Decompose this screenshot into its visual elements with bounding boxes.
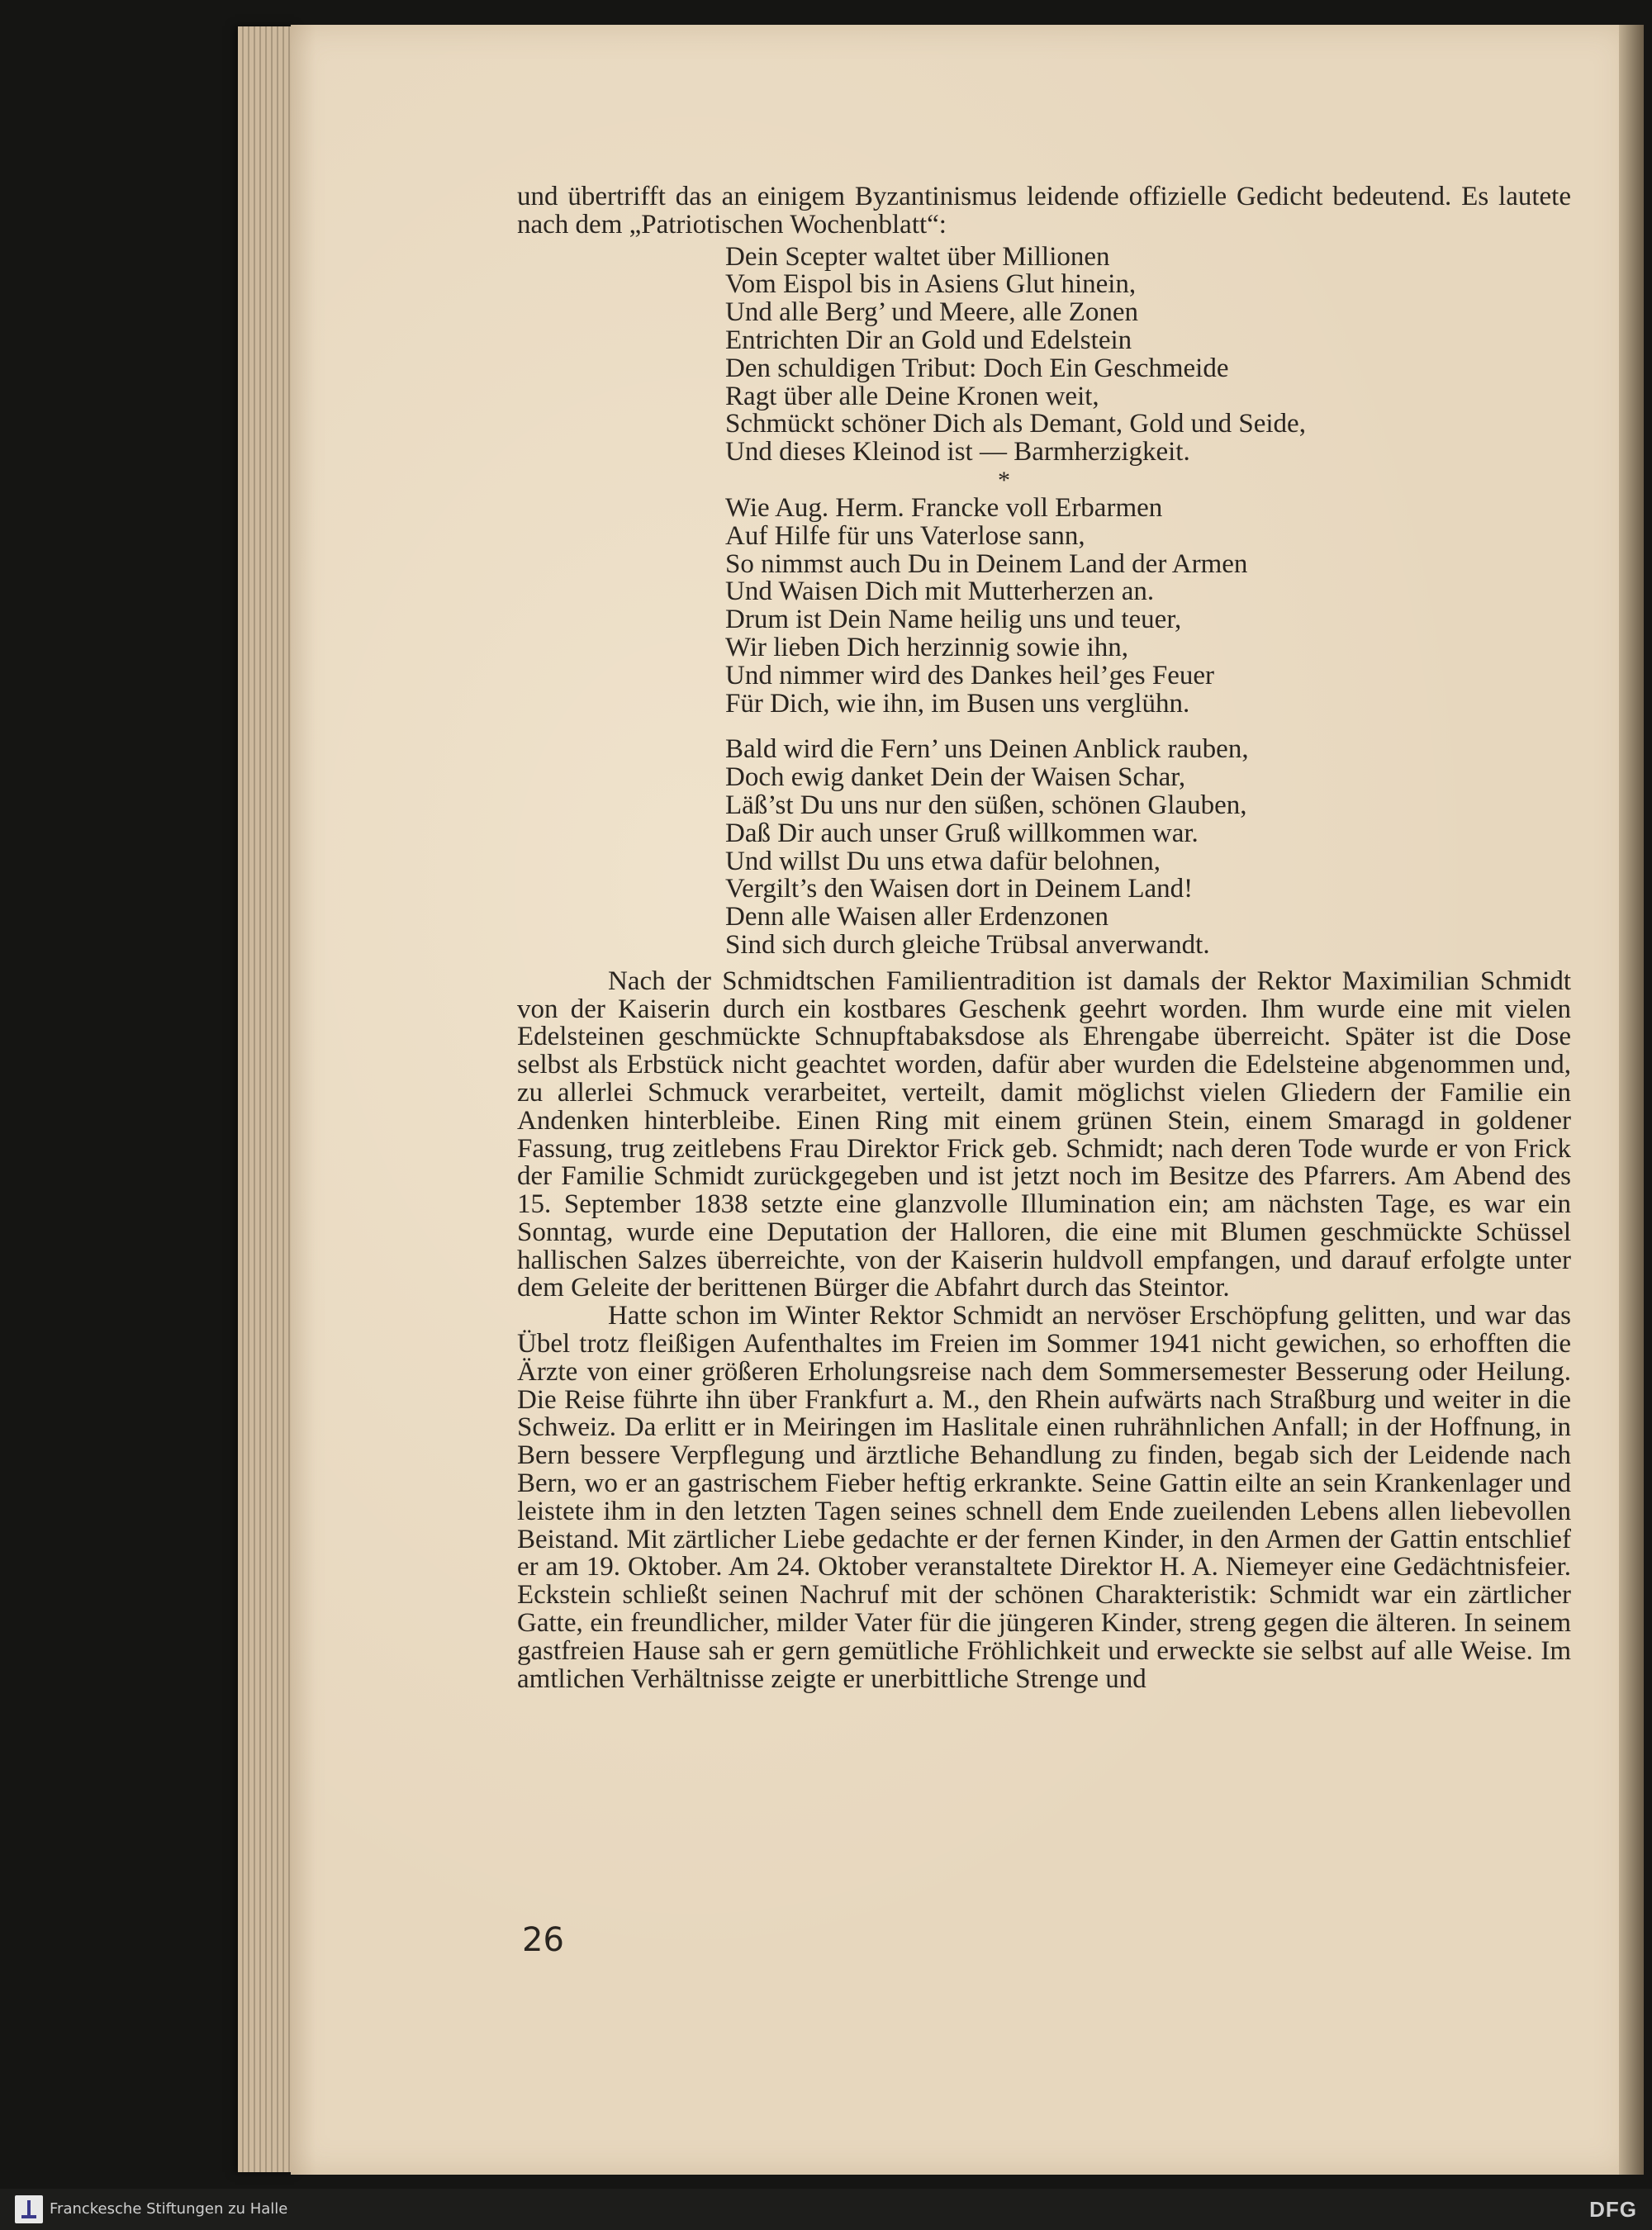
poem-stanza-1 (725, 241, 1571, 467)
page-text (517, 183, 1571, 1693)
page-number: 26 (522, 1921, 564, 1959)
verse-line: Und Waisen Dich mit Mutterherzen an. (725, 576, 1155, 607)
dfg-logo: DFG (1589, 2197, 1637, 2222)
verse-line: Denn alle Waisen aller Erdenzonen (725, 902, 1109, 932)
verse-line: Vom Eispol bis in Asiens Glut hinein, (725, 269, 1137, 300)
page-gutter (1619, 25, 1644, 2175)
institution-label: Franckesche Stiftungen zu Halle (50, 2200, 288, 2218)
verse-line: Drum ist Dein Name heilig uns und teuer, (725, 605, 1182, 635)
francke-foundation-logo-icon (15, 2195, 43, 2223)
verse-line: Wir lieben Dich herzinnig sowie ihn, (725, 632, 1129, 662)
verse-line: Sind sich durch gleiche Trübsal anverwandt. (725, 929, 1210, 960)
page-edges (238, 26, 297, 2172)
verse-line: Den schuldigen Tribut: Doch Ein Geschmeide (725, 353, 1229, 383)
verse-line: So nimmst auch Du in Deinem Land der Armen (725, 548, 1248, 579)
verse-line: Auf Hilfe für uns Vaterlose sann, (725, 520, 1085, 551)
verse-line: Entrichten Dir an Gold und Edelstein (725, 325, 1132, 355)
verse-line: Für Dich, wie ihn, im Busen uns verglühn. (725, 688, 1190, 719)
viewer-footer (0, 2189, 1652, 2230)
body-paragraph-2: Hatte schon im Winter Rektor Schmidt an nervöser Erschöpfung gelitten, und war das Übel trotz fleißigen Aufenthaltes im Freien im Sommer 1941 nicht gewichen, so erhofften die Ärzte von einer größeren Erholungsreise nach dem Sommersemester Besserung oder Heilung. Die Reise führte ihn über Frankfurt a. M., den Rhein aufwärts nach Straßburg und weiter in die Schweiz. Da erlitt er in Meiringen im Haslitale einen ruhrähnlichen Anfall; in der Hoffnung, in Bern bessere Verpflegung und ärztliche Behandlung zu finden, begab sich der Leidende nach Bern, wo er an gastrischem Fieber heftig erkrankte. Seine Gattin eilte an sein Krankenlager und leistete ihm in den letzten Tagen seines schnell dem Ende zueilenden Lebens allen liebevollen Beistand. Mit zärtlicher Liebe gedachte er der fernen Kinder, in den Armen der Gattin entschlief er am 19. Oktober. Am 24. Oktober veranstaltete Direktor H. A. Niemeyer eine Gedächtnisfeier. Eckstein schließt seinen Nachruf mit der schönen Charakteristik: Schmidt war ein zärtlicher Gatte, ein freundlicher, milder Vater für die jüngeren Kinder, streng gegen die älteren. In seinem gastfreien Hause sah er gern gemütliche Fröhlichkeit und erweckte sie selbst auf alle Weise. Im amtlichen Verhältnisse zeigte er unerbittliche Strenge und (517, 1301, 1571, 1694)
verse-line: Und nimmer wird des Dankes heil’ges Feuer (725, 660, 1215, 690)
body-paragraph-1: Nach der Schmidtschen Familientradition ist damals der Rektor Maximilian Schmidt von der Kaiserin durch ein kostbares Geschenk geehrt worden. Ihm wurde eine mit vielen Edelsteinen geschmückte Schnupftabaksdose als Ehrengabe überreicht. Später ist die Dose selbst als Erbstück nicht geachtet worden, dafür aber wurden die Edelsteine abgenommen und, zu allerlei Schmuck verarbeitet, verteilt, damit möglichst vielen Gliedern der Familie ein Andenken hinterbleibe. Einen Ring mit einem grünen Stein, einem Smaragd in goldener Fassung, trug zeitlebens Frau Direktor Frick geb. Schmidt; nach deren Tode wurde er von Frick der Familie Schmidt zurückgegeben und ist jetzt noch im Besitze des Pfarrers. Am Abend des 15. September 1838 setzte eine glanzvolle Illumination ein; am nächsten Tage, es war ein Sonntag, wurde eine Deputation der Halloren, die eine mit Blumen geschmückte Schüssel hallischen Salzes überreichte, von der Kaiserin huldvoll empfangen, und darauf erfolgte unter dem Geleite der berittenen Bürger die Abfahrt durch das Steintor. (517, 966, 1571, 1303)
verse-line: Ragt über alle Deine Kronen weit, (725, 381, 1099, 411)
verse-line: Und dieses Kleinod ist — Barmherzigkeit. (725, 437, 1190, 467)
verse-line: Daß Dir auch unser Gruß willkommen war. (725, 818, 1199, 848)
verse-line: Und alle Berg’ und Meere, alle Zonen (725, 297, 1139, 328)
stanza-separator: * (998, 466, 1010, 494)
stanza-gap (725, 718, 1571, 736)
intro-paragraph: und übertrifft das an einigem Byzantinismus leidende offizielle Gedicht bedeutend. Es lautete nach dem „Patriotischen Wochenblatt“: (517, 182, 1571, 240)
verse-line: Läß’st Du uns nur den süßen, schönen Glauben, (725, 790, 1247, 820)
verse-line: Doch ewig danket Dein der Waisen Schar, (725, 762, 1186, 793)
verse-line: Dein Scepter waltet über Millionen (725, 241, 1110, 272)
poem-stanza-3 (725, 736, 1571, 959)
poem-stanza-2 (725, 492, 1571, 719)
verse-line: Schmückt schöner Dich als Demant, Gold und Seide, (725, 409, 1306, 439)
verse-line: Vergilt’s den Waisen dort in Deinem Land! (725, 874, 1194, 904)
poem (725, 241, 1571, 960)
verse-line: Und willst Du uns etwa dafür belohnen, (725, 846, 1161, 876)
verse-line: Wie Aug. Herm. Francke voll Erbarmen (725, 492, 1163, 523)
verse-line: Bald wird die Fern’ uns Deinen Anblick rauben, (725, 734, 1249, 765)
